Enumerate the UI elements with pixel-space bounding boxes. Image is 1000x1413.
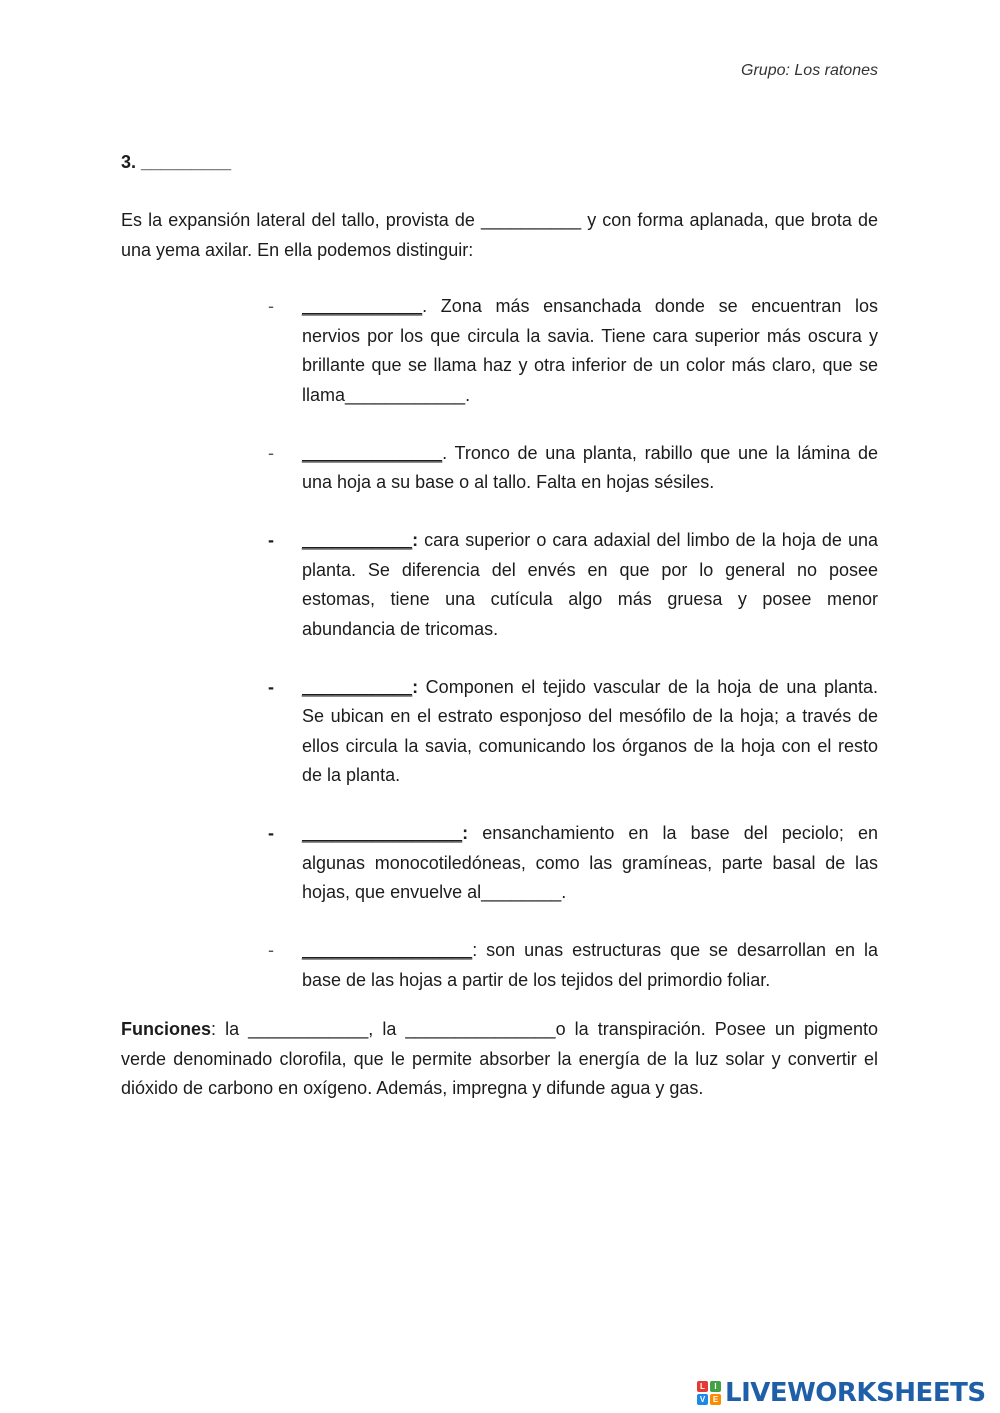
list-dash: - (268, 940, 274, 960)
definition-item-haz (268, 526, 878, 644)
section-title (121, 152, 231, 173)
functions-paragraph (121, 1015, 878, 1104)
logo-letter-l: L (697, 1381, 708, 1392)
item-separator: : (472, 940, 478, 960)
group-label: Grupo: Los ratones (741, 62, 878, 79)
intro-text-2: y con forma aplanada, que brota de una yema axilar. En ella podemos distinguir: (121, 210, 878, 260)
liveworksheets-logo-text: LIVEWORKSHEETS (725, 1378, 986, 1408)
logo-letter-e: E (710, 1394, 721, 1405)
section-number: 3. (121, 152, 137, 172)
liveworksheets-logo (697, 1376, 986, 1410)
blank-field[interactable]: ________________ (302, 823, 463, 843)
item-separator: : (462, 823, 469, 843)
liveworksheets-logo-icon (697, 1381, 721, 1405)
blank-field[interactable]: ____________ (302, 296, 423, 316)
definition-item-limbo (268, 292, 878, 410)
blank-field[interactable]: ____________ (248, 1019, 369, 1039)
functions-text-3: o la transpiración. Posee un pigmento verde denominado clorofila, que le permite absorber la energía de la luz solar y convertir el dióxido de carbono en oxígeno. Además, impregna y difunde agua y gas. (121, 1019, 879, 1098)
list-dash: - (268, 530, 274, 550)
list-dash: - (268, 676, 274, 697)
intro-paragraph (121, 206, 878, 265)
blank-field[interactable]: _______________ (405, 1019, 556, 1039)
list-dash: - (268, 823, 274, 843)
logo-letter-v: V (697, 1394, 708, 1405)
definition-item-nervios (268, 673, 878, 791)
blank-field[interactable]: ___________ (302, 676, 413, 697)
item-text: Zona más ensanchada donde se encuentran los nervios por los que circula la savia. Tiene cara superior más oscura y brillante que se llama haz y otra inferior de un color más claro, que se llama (302, 296, 878, 405)
item-text: ensanchamiento en la base del peciolo; en algunas monocotiledóneas, como las gramíneas, parte basal de las hojas, que envuelve al (302, 823, 878, 902)
item-separator: . (442, 442, 448, 463)
item-text: Tronco de una planta, rabillo que une la lámina de una hoja a su base o al tallo. Falta en hojas sésiles. (302, 442, 878, 492)
list-dash: - (268, 296, 274, 316)
item-end: . (561, 882, 567, 902)
functions-text-2: , la (368, 1019, 406, 1039)
blank-field[interactable]: ________ (481, 882, 562, 902)
item-text: cara superior o cara adaxial del limbo de la hoja de una planta. Se diferencia del envés en que por lo general no posee estomas, tiene una cutícula algo más gruesa y posee menor abundancia de tricomas. (302, 530, 878, 639)
definition-item-estipulas (268, 936, 878, 995)
section-blank[interactable]: _________ (141, 152, 232, 172)
blank-field[interactable]: ___________ (302, 530, 413, 550)
item-separator: : (412, 530, 419, 550)
blank-field[interactable]: _________________ (302, 940, 473, 960)
item-end: . (465, 384, 471, 405)
definition-list (268, 292, 878, 995)
list-dash: - (268, 442, 274, 463)
item-separator: : (412, 676, 419, 697)
logo-letter-i: I (710, 1381, 721, 1392)
item-text: Componen el tejido vascular de la hoja de una planta. Se ubican en el estrato esponjoso del mesófilo de la hoja; a través de ellos circula la savia, comunicando los órganos de la hoja con el resto de la planta. (302, 676, 878, 785)
definition-item-peciolo (268, 439, 878, 498)
item-text: son unas estructuras que se desarrollan en la base de las hojas a partir de los tejidos del primordio foliar. (302, 940, 878, 990)
functions-text-1: : la (211, 1019, 249, 1039)
blank-field[interactable]: ______________ (302, 442, 443, 463)
definition-item-vaina (268, 819, 878, 908)
intro-text-1: Es la expansión lateral del tallo, provista de (121, 210, 481, 230)
intro-blank[interactable]: __________ (481, 210, 582, 230)
functions-label: Funciones (121, 1019, 212, 1039)
blank-field[interactable]: ____________ (345, 384, 466, 405)
item-separator: . (422, 296, 428, 316)
